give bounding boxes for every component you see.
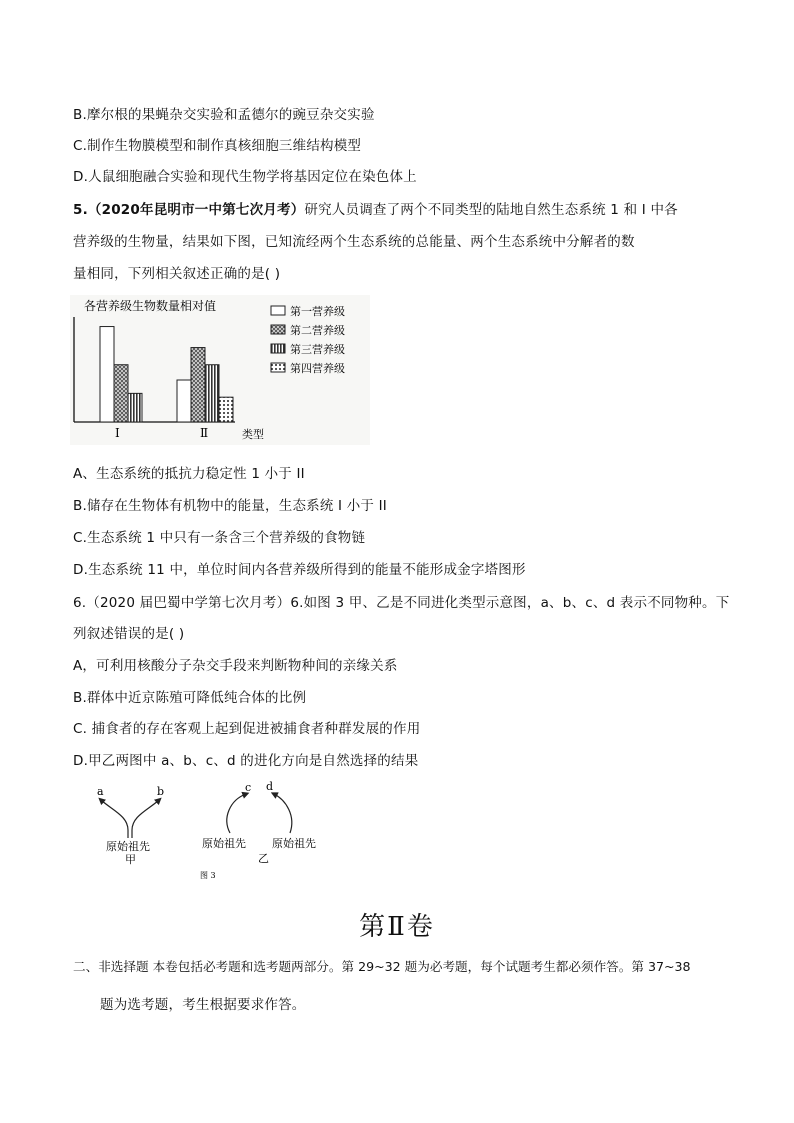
legend-swatch-1 (271, 306, 285, 315)
legend-swatch-4 (271, 363, 285, 372)
q4-option-b: B.摩尔根的果蝇杂交实验和孟德尔的豌豆杂交实验 (73, 107, 375, 123)
label-d: d (266, 780, 274, 793)
x-tick-1: I (115, 426, 120, 440)
branch-to-d (274, 794, 292, 833)
figure-caption: 图 3 (200, 871, 216, 880)
q6-option-c: C. 捕食者的存在客观上起到促进被捕食者种群发展的作用 (73, 721, 421, 737)
bar-1-series-2 (114, 365, 128, 422)
bar-1-series-1 (100, 327, 114, 422)
bar-2-series-2 (191, 348, 205, 422)
label-c: c (245, 781, 252, 794)
bar-2-series-3 (205, 365, 219, 422)
bar-1-series-3 (128, 393, 142, 422)
label-b: b (157, 785, 165, 798)
legend-label-3: 第三营养级 (290, 343, 345, 356)
ancestor-yi-right: 原始祖先 (272, 837, 316, 850)
q6-source: 6.（2020 届巴蜀中学第七次月考） (73, 595, 291, 611)
q6-option-b: B.群体中近京陈殖可降低纯合体的比例 (73, 690, 307, 706)
q4-option-d: D.人鼠细胞融合实验和现代生物学将基因定位在染色体上 (73, 169, 417, 185)
q5-stem-text: 研究人员调查了两个不同类型的陆地自然生态系统 1 和 I 中各 (304, 202, 678, 218)
section-intro-line2: 题为选考题，考生根据要求作答。 (100, 997, 306, 1013)
q5-option-c: C.生态系统 1 中只有一条含三个营养级的食物链 (73, 530, 366, 546)
legend-swatch-3 (271, 344, 285, 353)
q5-number: 5. (73, 202, 88, 218)
q5-option-a: A、生态系统的抵抗力稳定性 1 小于 II (73, 466, 305, 482)
q6-option-a: A，可利用核酸分子杂交手段来判断物种间的亲缘关系 (73, 658, 398, 674)
section-title: 第Ⅱ卷 (359, 912, 435, 942)
q4-option-c: C.制作生物膜模型和制作真核细胞三维结构模型 (73, 138, 362, 154)
q5-stem-line1 (73, 198, 678, 218)
branch-to-a (101, 800, 128, 830)
evolution-diagram (90, 778, 330, 883)
q6-stem-line1 (73, 591, 729, 611)
chart-title: 各营养级生物数量相对值 (84, 299, 217, 313)
legend-label-1: 第一营养级 (290, 305, 345, 318)
bar-2-series-4 (219, 397, 233, 422)
q6-stem-line2: 列叙述错误的是( ) (73, 626, 185, 642)
biomass-bar-chart (70, 295, 370, 445)
label-jia: 甲 (125, 853, 136, 866)
label-yi: 乙 (258, 852, 269, 865)
ancestor-yi-left: 原始祖先 (202, 837, 246, 850)
q5-option-b: B.储存在生物体有机物中的能量，生态系统 I 小于 II (73, 498, 387, 514)
q6-option-d: D.甲乙两图中 a、b、c、d 的进化方向是自然选择的结果 (73, 753, 419, 769)
bar-2-series-1 (177, 380, 191, 422)
section-intro-line1: 二、非选择题 本卷包括必考题和选考题两部分。第 29~32 题为必考题，每个试题考生都必须作答。第 37~38 (73, 959, 691, 974)
q5-stem-line2: 营养级的生物量，结果如下图，已知流经两个生态系统的总能量、两个生态系统中分解者的数 (73, 234, 635, 250)
q5-option-d: D.生态系统 11 中，单位时间内各营养级所得到的能量不能形成金字塔图形 (73, 562, 526, 578)
legend-label-4: 第四营养级 (290, 362, 345, 375)
x-tick-2: Ⅱ (200, 426, 209, 440)
legend-label-2: 第二营养级 (290, 324, 345, 337)
label-a: a (97, 785, 104, 798)
branch-to-b (132, 800, 159, 830)
branch-to-c (227, 794, 246, 833)
q5-stem-line3: 量相同，下列相关叙述正确的是( ) (73, 266, 281, 282)
q6-stem-text: 6.如图 3 甲、乙是不同进化类型示意图，a、b、c、d 表示不同物种。下 (290, 595, 730, 611)
legend-swatch-2 (271, 325, 285, 334)
q5-source: （2020年昆明市一中第七次月考） (87, 202, 305, 218)
x-axis-label: 类型 (242, 428, 264, 441)
ancestor-jia: 原始祖先 (106, 840, 150, 853)
